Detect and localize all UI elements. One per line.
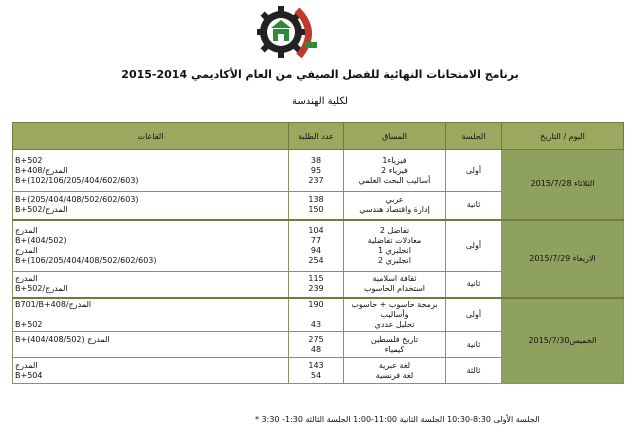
room-line: B+(106/205/404/408/502/602/603) bbox=[15, 255, 157, 265]
student-count: 143 bbox=[308, 360, 324, 370]
count-cell bbox=[289, 332, 344, 358]
session-cell: ثانية bbox=[446, 272, 502, 298]
student-count: 150 bbox=[308, 205, 324, 215]
course-name: انجليزي 2 bbox=[378, 255, 411, 265]
room-line: B+408/المدرج bbox=[15, 165, 68, 175]
room-line: المدرج bbox=[15, 274, 38, 284]
table-row bbox=[13, 150, 624, 192]
course-name: فيزياء 2 bbox=[381, 165, 408, 175]
course-name: فيزياء1 bbox=[382, 155, 407, 165]
student-count bbox=[291, 310, 341, 320]
course-name: إدارة واقتصاد هندسي bbox=[359, 205, 430, 215]
student-count: 94 bbox=[310, 245, 322, 255]
course-name: تاريخ فلسطين bbox=[370, 334, 419, 344]
course-cell bbox=[344, 272, 446, 298]
count-cell bbox=[289, 220, 344, 272]
count-cell bbox=[289, 150, 344, 192]
count-cell bbox=[289, 358, 344, 384]
student-count: 275 bbox=[308, 334, 324, 344]
student-count: 104 bbox=[308, 225, 324, 235]
rooms-cell bbox=[13, 192, 289, 220]
course-name: تفاضل 2 bbox=[379, 225, 410, 235]
table-row bbox=[13, 220, 624, 272]
session-cell: أولى bbox=[446, 220, 502, 272]
rooms-cell bbox=[13, 272, 289, 298]
student-count: 95 bbox=[310, 165, 322, 175]
count-cell bbox=[289, 192, 344, 220]
room-line bbox=[15, 310, 286, 320]
count-cell bbox=[289, 298, 344, 332]
day-cell: الاربعاء 2015/7/29 bbox=[502, 220, 624, 298]
student-count: 38 bbox=[310, 155, 322, 165]
room-line: B+502/المدرج bbox=[15, 205, 68, 215]
rooms-cell bbox=[13, 150, 289, 192]
session-cell: ثانية bbox=[446, 192, 502, 220]
course-name: وأساليب bbox=[380, 309, 409, 319]
course-cell bbox=[344, 298, 446, 332]
room-line bbox=[15, 345, 286, 355]
course-name: أساليب البحث العلمي bbox=[358, 175, 431, 185]
room-line: B+(404/502) bbox=[15, 235, 67, 245]
header-count: عدد الطلبة bbox=[289, 123, 344, 150]
session-cell: أولى bbox=[446, 298, 502, 332]
room-line: المدرج bbox=[15, 360, 38, 370]
student-count: 77 bbox=[310, 235, 322, 245]
room-line: B+502/المدرج bbox=[15, 284, 68, 294]
student-count: 239 bbox=[308, 284, 324, 294]
room-line: المدرج bbox=[15, 245, 38, 255]
day-cell: الخميس2015/7/30 bbox=[502, 298, 624, 384]
header-rooms: القاعات bbox=[13, 123, 289, 150]
table-row bbox=[13, 298, 624, 332]
room-line: B+502 bbox=[15, 319, 43, 329]
student-count: 190 bbox=[308, 299, 324, 309]
header-course: المساق bbox=[344, 123, 446, 150]
student-count: 138 bbox=[308, 195, 324, 205]
university-logo bbox=[257, 2, 323, 62]
exam-schedule-table bbox=[12, 122, 624, 384]
course-cell bbox=[344, 358, 446, 384]
room-line: المدرج bbox=[15, 225, 38, 235]
student-count: 54 bbox=[310, 370, 322, 380]
day-cell: الثلاثاء 2015/7/28 bbox=[502, 150, 624, 220]
course-name: برمجة حاسوب + حاسوب bbox=[351, 299, 438, 309]
student-count: 237 bbox=[308, 175, 324, 185]
room-line: B+504 bbox=[15, 370, 43, 380]
room-line: B+502 bbox=[15, 155, 43, 165]
course-name: استخدام الحاسوب bbox=[363, 284, 426, 294]
session-cell: ثانية bbox=[446, 332, 502, 358]
course-name: عربي bbox=[385, 195, 404, 205]
course-name: لغة عبرية bbox=[378, 360, 411, 370]
room-line: B+(102/106/205/404/602/603) bbox=[15, 175, 139, 185]
course-name: انجليزي 1 bbox=[378, 245, 411, 255]
course-name: تحليل عددي bbox=[374, 319, 415, 329]
course-cell bbox=[344, 150, 446, 192]
rooms-cell bbox=[13, 358, 289, 384]
room-line: B+(404/408/502) المدرج bbox=[15, 334, 110, 344]
course-name: كيمياء bbox=[384, 344, 405, 354]
header-day: اليوم / التاريخ bbox=[502, 123, 624, 150]
course-cell bbox=[344, 192, 446, 220]
header-session: الجلسة bbox=[446, 123, 502, 150]
room-line: B701/B+408/المدرج bbox=[15, 299, 92, 309]
session-cell: أولى bbox=[446, 150, 502, 192]
session-times-footnote: * الجلسة الأولى 8:30-10:30 الجلسة الثانية 11:00-1:00 الجلسة الثالثة 1:30- 3:30 bbox=[255, 415, 540, 424]
course-cell bbox=[344, 220, 446, 272]
student-count: 48 bbox=[310, 344, 322, 354]
room-line: B+(205/404/408/502/602/603) bbox=[15, 195, 139, 205]
page-subtitle: لكلية الهندسة bbox=[292, 96, 348, 107]
page-title: برنامج الامتحانات النهائية للفصل الصيفي من العام الأكاديمي 2014-2015 bbox=[121, 68, 519, 81]
count-cell bbox=[289, 272, 344, 298]
student-count: 254 bbox=[308, 255, 324, 265]
rooms-cell bbox=[13, 298, 289, 332]
course-name: ثقافة اسلامية bbox=[372, 274, 417, 284]
course-name: لغة فرنسية bbox=[375, 370, 414, 380]
course-cell bbox=[344, 332, 446, 358]
session-cell: ثالثة bbox=[446, 358, 502, 384]
rooms-cell bbox=[13, 332, 289, 358]
student-count: 115 bbox=[308, 274, 324, 284]
student-count: 43 bbox=[310, 319, 322, 329]
course-name: معادلات تفاضلية bbox=[367, 235, 422, 245]
rooms-cell bbox=[13, 220, 289, 272]
table-header-row bbox=[13, 123, 624, 150]
